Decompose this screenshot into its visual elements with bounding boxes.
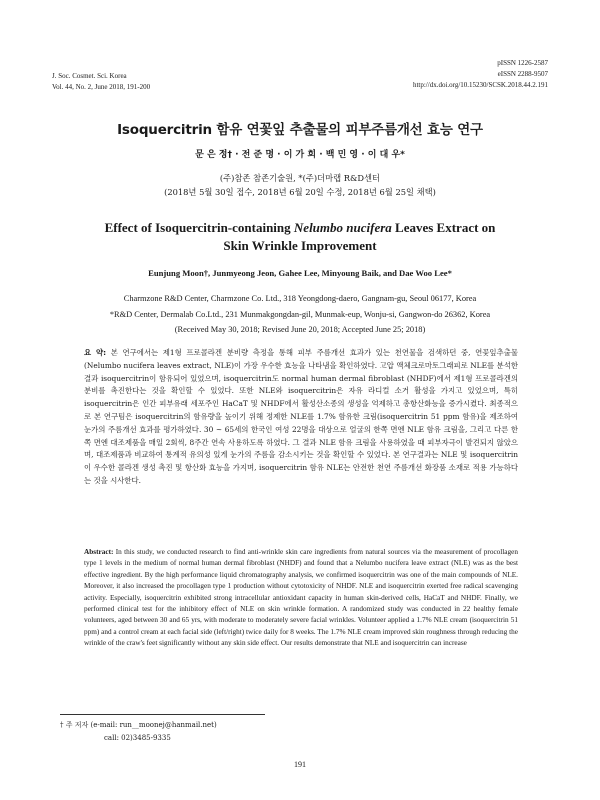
doi-link[interactable]: http://dx.doi.org/10.15230/SCSK.2018.44.2.191: [412, 81, 548, 89]
korean-title: Isoquercitrin 함유 연꽃잎 추출물의 피부주름개선 효능 연구: [117, 122, 483, 138]
english-title-pre: Effect of Isoquercitrin-containing: [104, 220, 294, 235]
footnote: [60, 719, 217, 745]
journal-header-left: [52, 71, 150, 93]
english-dates: (Received May 30, 2018; Revised June 20, 2018; Accepted June 25; 2018): [174, 325, 426, 334]
korean-abstract-label: 요 약:: [84, 348, 107, 357]
korean-affiliation-block: [0, 171, 600, 199]
korean-abstract-text: 본 연구에서는 제1형 프로콜라겐 분비량 측정을 통해 피부 주름개선 효과가 있는 천연물을 검색하던 중, 연꽃잎추출물(Nelumbo nucifera leaves extract, NLE)이 가장 우수한 효능을 나타냄을 확인하였다. 고압 액체크로마토그래피로 NLE를 분석한 결과 isoquercitrin이 함유되어 있었으며, isoquercitrin도 normal human dermal fibroblast (NHDF)에서 제1형 프로콜라겐의 분비를 촉진한다는 것을 확인할 수 있었다. 또한 NLE와 isoquercitrin은 자유 라디컬 소거 활성을 가지고 있었으며, 특히 isoquercitrin은 인간 피부유래 세포주인 HaCaT 및 NHDF에서 활성산소종의 생성을 억제하고 총항산화능을 증가시켰다. 최종적으로 본 연구팀은 isoquercitrin의 함유량을 높이기 위해 정제한 NLE를 1.7% 함유한 크림(isoquercitrin 51 ppm 함유)을 제조하여 눈가의 주름개선 효과를 평가하였다. 30 ~ 65세의 한국인 여성 22명을 대상으로 얼굴의 한쪽 면엔 NLE 함유 크림을, 그리고 다른 한쪽 면엔 대조제품을 매일 2회씩, 8주간 연속 사용하도록 하였다. 그 결과 NLE 함유 크림을 사용하였을 때 피부자극이 발견되지 않았으며, 대조제품과 비교하여 통계적 유의성 있게 눈가의 주름을 감소시키는 것을 확인할 수 있었다. 본 연구결과는 NLE 및 isoquercitrin이 우수한 콜라겐 생성 촉진 및 항산화 효능을 가지며, isoquercitrin 함유 NLE는 안전한 천연 주름개선 화장품 소재로 적용 가능하다는 것을 시사한다.: [84, 348, 518, 485]
english-abstract: [84, 547, 518, 650]
english-affiliation-2: *R&D Center, Dermalab Co.Ltd., 231 Munmakgongdan-gil, Munmak-eup, Wonju-si, Gangwon-do 26362, Korea: [109, 309, 491, 319]
korean-affiliation: (주)참존 참존기술원, *(주)더마랩 R&D센터: [219, 173, 381, 183]
eissn: eISSN 2288-9507: [497, 70, 548, 78]
english-abstract-label: Abstract:: [84, 548, 114, 556]
english-affiliation-1: Charmzone R&D Center, Charmzone Co. Ltd., 318 Yeongdong-daero, Gangnam-gu, Seoul 06177, Korea: [123, 294, 477, 303]
korean-abstract: [84, 347, 518, 488]
journal-name: J. Soc. Cosmet. Sci. Korea: [52, 72, 127, 80]
english-title-species: Nelumbo nucifera: [293, 220, 392, 235]
footnote-divider: [60, 714, 265, 715]
journal-volume: Vol. 44, No. 2, June 2018, 191-200: [52, 83, 151, 91]
english-title-post: Leaves Extract on: [391, 220, 496, 235]
english-title-line2: Skin Wrinkle Improvement: [223, 238, 377, 253]
english-affiliation-block: [60, 291, 540, 338]
pissn: pISSN 1226-2587: [497, 59, 548, 67]
english-abstract-text: In this study, we conducted research to find anti-wrinkle skin care ingredients from natural sources via the measurement of procollagen type 1 levels in the medium of normal human dermal fibroblast (NHDF) and found that a Nelumbo nucifera leave extract (NLE) was as the best effective ingredient. By the high performance liquid chromatography analysis, we confirmed isoquercitrin was one of the main compounds of NLE. Moreover, it also increased the procollagen type 1 production without cytotoxicity of NHDF. NLE and isoquercitrin exerted free radical scavenging activity. Especially, isoquercitrin exhibited strong intracellular antioxidant capacity in human skin-derived cells, HaCaT and NHDF. Finally, we performed clinical test for the inhibitory effect of NLE on skin wrinkle formation. A randomized study was conducted in 22 healthy female volunteers, aged between 30 and 65 yrs, with moderate to moderately severe facial wrinkles. Volunteer applied a 1.7% NLE cream (isoquercitrin 51 ppm) and a control cream at each facial side (left/right) twice daily for 8 weeks. The 1.7% NLE cream improved skin roughness through reducing the wrinkle of the craw's feet significantly without any skin side effect. Our results demonstrate that NLE and isoquercitrin can increase: [84, 548, 518, 648]
journal-header-right: [413, 58, 548, 91]
korean-dates: (2018년 5월 30일 접수, 2018년 6월 20일 수정, 2018년 6월 25일 채택): [164, 187, 436, 197]
korean-authors: 문 은 정† · 전 준 명 · 이 가 희 · 백 민 영 · 이 대 우*: [195, 150, 405, 160]
english-authors: Eunjung Moon†, Junmyeong Jeon, Gahee Lee, Minyoung Baik, and Dae Woo Lee*: [148, 268, 452, 278]
english-title-line1: [0, 219, 600, 237]
page-number: 191: [294, 760, 306, 769]
footnote-phone: call: 02)3485-9335: [104, 734, 171, 742]
english-title: [0, 219, 600, 255]
footnote-email: † 주 저자 (e-mail: run__moonej@hanmail.net): [60, 721, 217, 729]
